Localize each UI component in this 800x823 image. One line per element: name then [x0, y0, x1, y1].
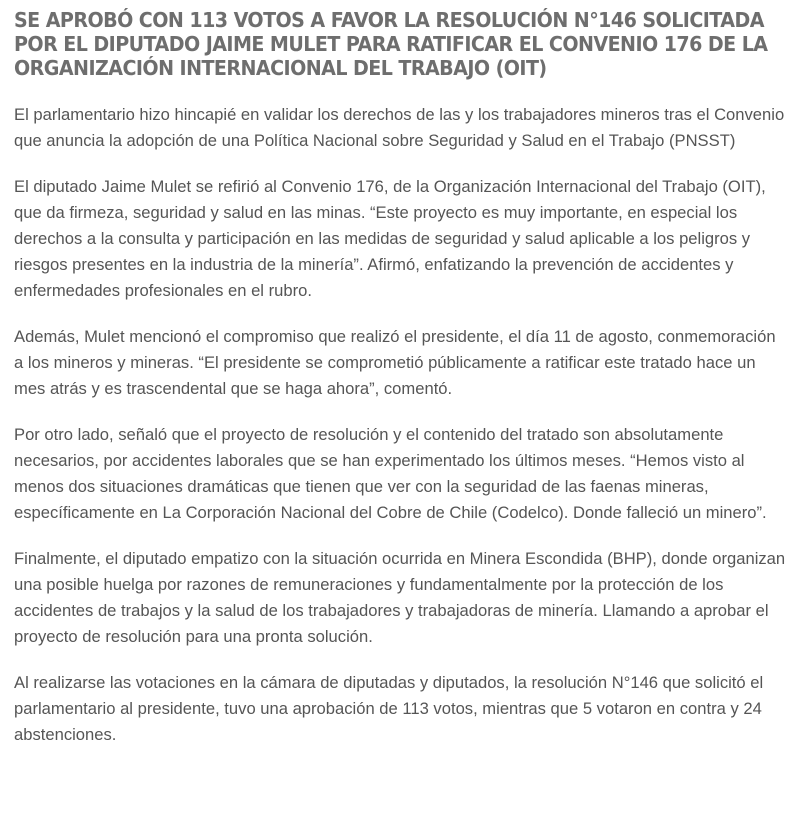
article-paragraph-compromiso: Además, Mulet mencionó el compromiso que realizó el presidente, el día 11 de agosto, conmemoración a los mineros y mineras. “El presidente se comprometió públicamente a ratificar este tratado hace un mes atrás y es trascendental que se haga ahora”, comentó. [14, 327, 776, 398]
article-paragraph-accidentes: Por otro lado, señaló que el proyecto de resolución y el contenido del tratado son absolutamente necesarios, por accidentes laborales que se han experimentado los últimos meses. “Hemos visto al menos dos situaciones dramáticas que tienen que ver con la seguridad de las faenas mineras, específicamente en La Corporación Nacional del Cobre de Chile (Codelco). Donde falleció un minero”. [14, 425, 767, 522]
article-paragraph-convenio: El diputado Jaime Mulet se refirió al Convenio 176, de la Organización Internacional del Trabajo (OIT), que da firmeza, seguridad y salud en las minas. “Este proyecto es muy importante, en especial los derechos a la consulta y participación en las medidas de seguridad y salud aplicable a los peligros y riesgos presentes en la industria de la minería”. Afirmó, enfatizando la prevención de accidentes y enfermedades profesionales en el rubro. [14, 177, 766, 300]
article-paragraph-votacion: Al realizarse las votaciones en la cámara de diputadas y diputados, la resolución N°146 que solicitó el parlamentario al presidente, tuvo una aprobación de 113 votos, mientras que 5 votaron en contra y 24 abstenciones. [14, 673, 764, 744]
article-paragraph-intro: El parlamentario hizo hincapié en validar los derechos de las y los trabajadores mineros tras el Convenio que anuncia la adopción de una Política Nacional sobre Seguridad y Salud en el Trabajo (PNSST) [14, 105, 785, 150]
article-headline: SE APROBÓ CON 113 VOTOS A FAVOR LA RESOLUCIÓN N°146 SOLICITADA POR EL DIPUTADO JAIME MULET PARA RATIFICAR EL CONVENIO 176 DE LA ORGANIZACIÓN INTERNACIONAL DEL TRABAJO (OIT) [14, 8, 768, 80]
article-paragraph-escondida: Finalmente, el diputado empatizo con la situación ocurrida en Minera Escondida (BHP), donde organizan una posible huelga por razones de remuneraciones y fundamentalmente por la protección de los accidentes de trabajos y la salud de los trabajadores y trabajadoras de minería. Llamando a aprobar el proyecto de resolución para una pronta solución. [14, 549, 786, 646]
